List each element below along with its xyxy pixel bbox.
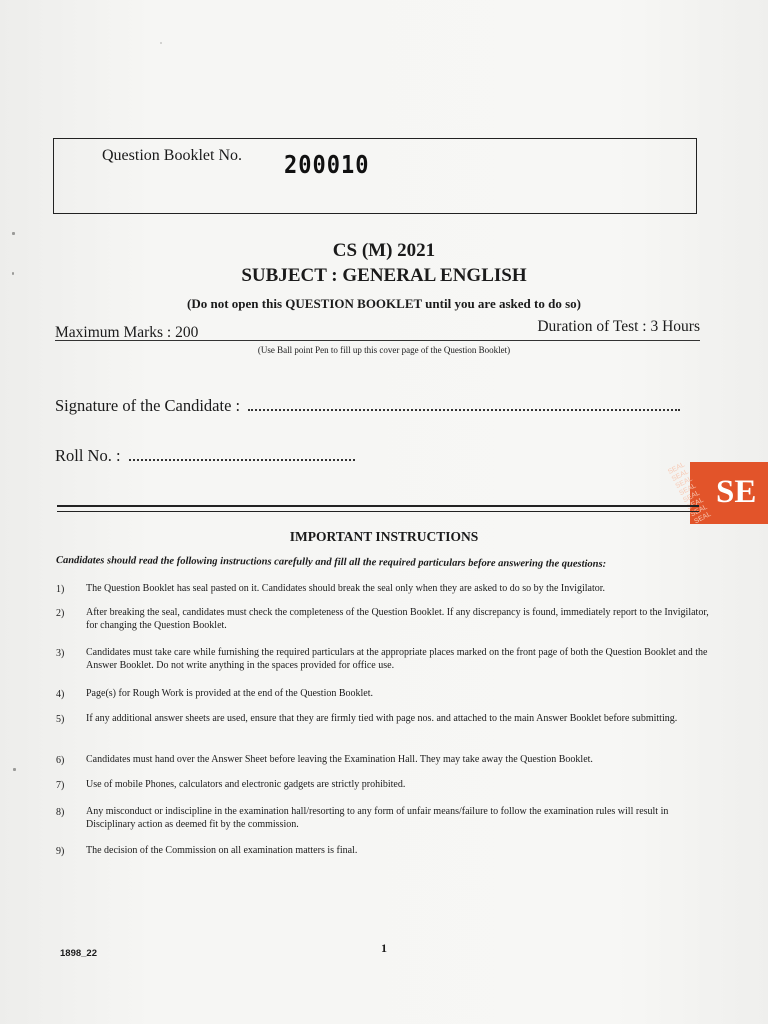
scan-speck: [13, 768, 16, 771]
instruction-text: Any misconduct or indiscipline in the examination hall/resorting to any form of unfair means/failure to follow the examination rules will result in Disciplinary action as deemed fit by the commission.: [86, 806, 669, 830]
instruction-number: 6): [56, 755, 65, 766]
section-divider-thick: [57, 505, 699, 507]
signature-field: [55, 396, 680, 416]
page-number: 1: [381, 941, 387, 955]
exam-subject-text: SUBJECT : GENERAL ENGLISH: [241, 265, 527, 286]
instruction-number: 3): [56, 648, 65, 659]
booklet-number-value: 200010: [284, 151, 370, 180]
signature-dotted-line[interactable]: [248, 397, 680, 411]
booklet-number-label: Question Booklet No.: [102, 147, 242, 164]
instruction-text: Candidates must take care while furnishing the required particulars at the appropriate places marked on the front page of both the Question Booklet and the Answer Booklet. Do not write anything in the spaces provided for office use.: [86, 647, 708, 671]
ballpoint-pen-note: (Use Ball point Pen to fill up this cover page of the Question Booklet): [257, 345, 511, 355]
roll-number-field: [55, 446, 355, 466]
instruction-number: 9): [56, 846, 65, 857]
instruction-number: 8): [56, 807, 65, 818]
instruction-text: Candidates must hand over the Answer Sheet before leaving the Examination Hall. They may take away the Question Booklet.: [86, 754, 593, 765]
instruction-text: Page(s) for Rough Work is provided at the end of the Question Booklet.: [86, 688, 374, 699]
instruction-number: 1): [56, 584, 65, 595]
instruction-text: After breaking the seal, candidates must check the completeness of the Question Booklet. If any discrepancy is found, immediately report to the Invigilator, for changing the Question Booklet.: [86, 607, 709, 631]
do-not-open-notice: [0, 296, 768, 312]
signature-label: Signature of the Candidate :: [55, 396, 241, 415]
instruction-text: The decision of the Commission on all examination matters is final.: [86, 845, 358, 856]
instruction-number: 5): [56, 714, 65, 725]
maximum-marks: Maximum Marks : 200: [55, 324, 199, 341]
booklet-seal[interactable]: [666, 461, 768, 526]
roll-number-dotted-line[interactable]: [129, 447, 355, 461]
instruction-text: Use of mobile Phones, calculators and electronic gadgets are strictly prohibited.: [86, 779, 406, 790]
seal-text: SE: [716, 474, 757, 510]
exam-code: [0, 240, 768, 262]
instruction-text: If any additional answer sheets are used, ensure that they are firmly tied with page nos. and attached to the main Answer Booklet before submitting.: [86, 713, 678, 724]
exam-subject: [0, 265, 768, 287]
do-not-open-text: (Do not open this QUESTION BOOKLET until you are asked to do so): [187, 296, 581, 311]
instruction-number: 4): [56, 689, 65, 700]
test-duration: Duration of Test : 3 Hours: [537, 318, 700, 335]
instruction-number: 2): [56, 608, 65, 619]
instructions-heading: IMPORTANT INSTRUCTIONS: [289, 529, 479, 544]
booklet-footer-code: 1898_22: [60, 948, 97, 959]
section-divider-thin: [57, 511, 699, 512]
marks-divider: [55, 340, 700, 341]
roll-number-label: Roll No. :: [55, 446, 121, 465]
instruction-text: The Question Booklet has seal pasted on it. Candidates should break the seal only when they are asked to do so by the Invigilator.: [86, 583, 606, 594]
instructions-intro: Candidates should read the following instructions carefully and fill all the required particulars before answering the questions:: [55, 555, 607, 570]
instruction-number: 7): [56, 780, 65, 791]
seal-pattern: SEAL SEAL SEAL SEAL SEAL SEAL SEAL SEAL: [666, 461, 713, 526]
exam-code-text: CS (M) 2021: [332, 240, 436, 261]
booklet-number-box: [53, 138, 697, 214]
scan-speck: [160, 42, 162, 44]
scan-speck: [12, 232, 15, 235]
